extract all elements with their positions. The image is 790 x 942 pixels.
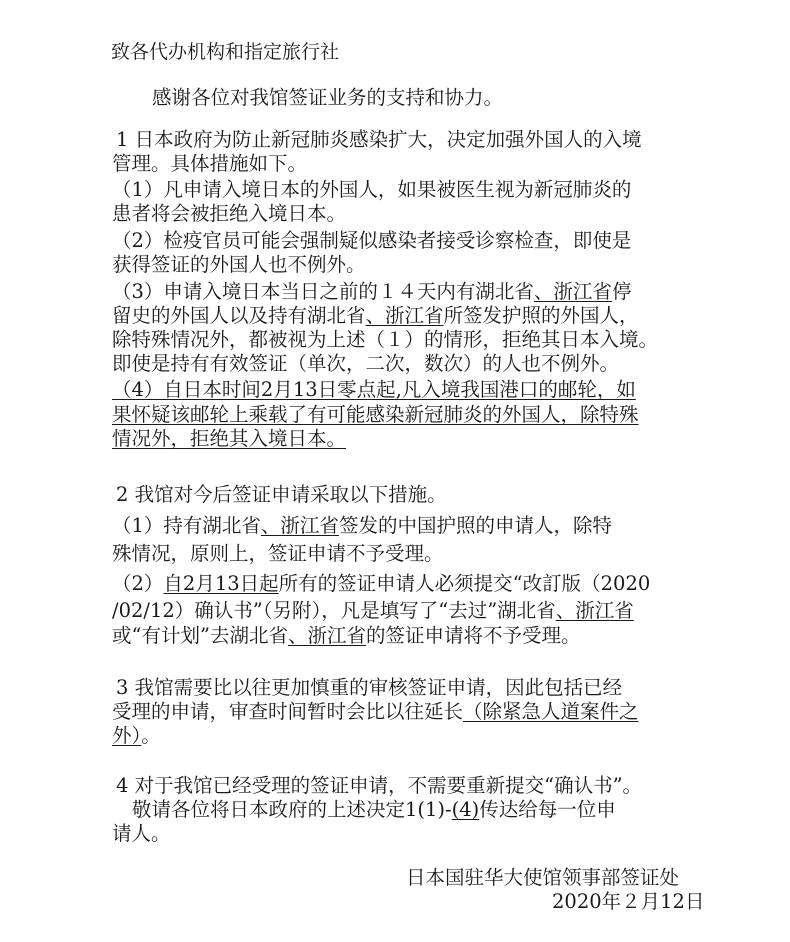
section-4-heading: 4 对于我馆已经受理的签证申请，不需要重新提交“确认书”。 <box>116 774 643 797</box>
item-2-2-line3-text: 或“有计划”去湖北省 <box>112 624 288 647</box>
item-1-4-line2: 果怀疑该邮轮上乘载了有可能感染新冠肺炎的外国人，除特殊 <box>112 403 639 426</box>
item-2-1-text: （1）持有湖北省 <box>112 514 261 537</box>
item-1-3-line2-end: 所签发护照的外国人， <box>443 304 639 327</box>
item-1-1-cont: 患者将会被拒绝入境日本。 <box>112 202 347 225</box>
item-1-3-line2-text: 留史的外国人以及持有湖北省 <box>112 304 366 327</box>
section-3-heading: 3 我馆需要比以往更加慎重的审核签证申请，因此包括已经 <box>116 676 623 699</box>
item-2-2 <box>112 572 650 596</box>
item-2-2-text-end: 所有的签证申请人必须提交“改訂版（2020 <box>278 572 651 595</box>
section-4-line2-end: 传达给每一位申 <box>479 798 616 821</box>
item-4-underlined: (4) <box>451 798 480 821</box>
item-1-3-text: （3）申请入境日本当日之前的１４天内有湖北省 <box>112 280 534 303</box>
item-2-2-line2-text: /02/12）确认书”（另附），凡是填写了“去过”湖北省 <box>112 599 556 622</box>
zhejiang-underlined: 、浙江省 <box>287 624 366 647</box>
item-2-2-line2 <box>112 599 634 623</box>
item-1-3 <box>112 280 631 304</box>
section-3-line2 <box>112 700 639 724</box>
item-1-2: （2）检疫官员可能会强制疑似感染者接受诊察检查，即使是 <box>112 229 632 252</box>
section-4-line3: 请人。 <box>112 822 171 845</box>
thanks-line: 感谢各位对我馆签证业务的支持和协力。 <box>152 86 504 109</box>
exception-underlined: （除紧急人道案件之 <box>463 700 639 723</box>
zhejiang-underlined: 、浙江省 <box>365 304 444 327</box>
item-1-4: （4）自日本时间2月13日零点起,凡入境我国港口的邮轮，如 <box>112 378 636 401</box>
section-4-line2-text: 敬请各位将日本政府的上述决定1(1)- <box>132 798 452 821</box>
item-1-3-text-end: 停 <box>611 280 632 303</box>
salutation: 致各代办机构和指定旅行社 <box>111 41 340 63</box>
item-2-2-line3 <box>112 624 580 648</box>
section-1-heading-cont: 管理。具体措施如下。 <box>112 152 308 175</box>
signature-date: 2020年２月12日 <box>552 890 705 913</box>
item-1-3-line3: 除特殊情况外，都被视为上述（１）的情形，拒绝其日本入境。 <box>112 328 659 351</box>
item-1-3-line2 <box>112 304 639 328</box>
item-1-4-line3: 情况外，拒绝其入境日本。 <box>112 427 347 450</box>
date-underlined: 自2月13日起 <box>163 572 279 595</box>
section-1-heading: 1 日本政府为防止新冠肺炎感染扩大，决定加强外国人的入境 <box>116 128 642 151</box>
item-2-1 <box>112 514 612 538</box>
section-3-period: 。 <box>141 724 161 747</box>
item-2-1-text-end: 签发的中国护照的申请人，除特 <box>338 514 612 537</box>
item-2-2-text: （2） <box>112 572 164 595</box>
item-1-2-cont: 获得签证的外国人也不例外。 <box>112 253 366 276</box>
section-4-line2 <box>132 798 616 822</box>
zhejiang-underlined: 、浙江省 <box>533 280 612 303</box>
zhejiang-underlined: 、浙江省 <box>555 599 634 622</box>
item-2-2-line3-end: 的签证申请将不予受理。 <box>365 624 581 647</box>
section-2-heading: 2 我馆对今后签证申请采取以下措施。 <box>116 483 447 506</box>
section-3-line3 <box>112 724 161 748</box>
section-3-line2-text: 受理的申请，审查时间暂时会比以往延长 <box>112 700 464 723</box>
exception-underlined-end: 外） <box>112 724 142 747</box>
signature-org: 日本国驻华大使馆领事部签证处 <box>406 866 680 889</box>
zhejiang-underlined: 、浙江省 <box>260 514 339 537</box>
item-2-1-line2: 殊情况，原则上，签证申请不予受理。 <box>112 542 444 565</box>
item-1-1: （1）凡申请入境日本的外国人，如果被医生视为新冠肺炎的 <box>112 178 632 201</box>
item-1-3-line4: 即使是持有有效签证（单次，二次，数次）的人也不例外。 <box>112 352 620 375</box>
